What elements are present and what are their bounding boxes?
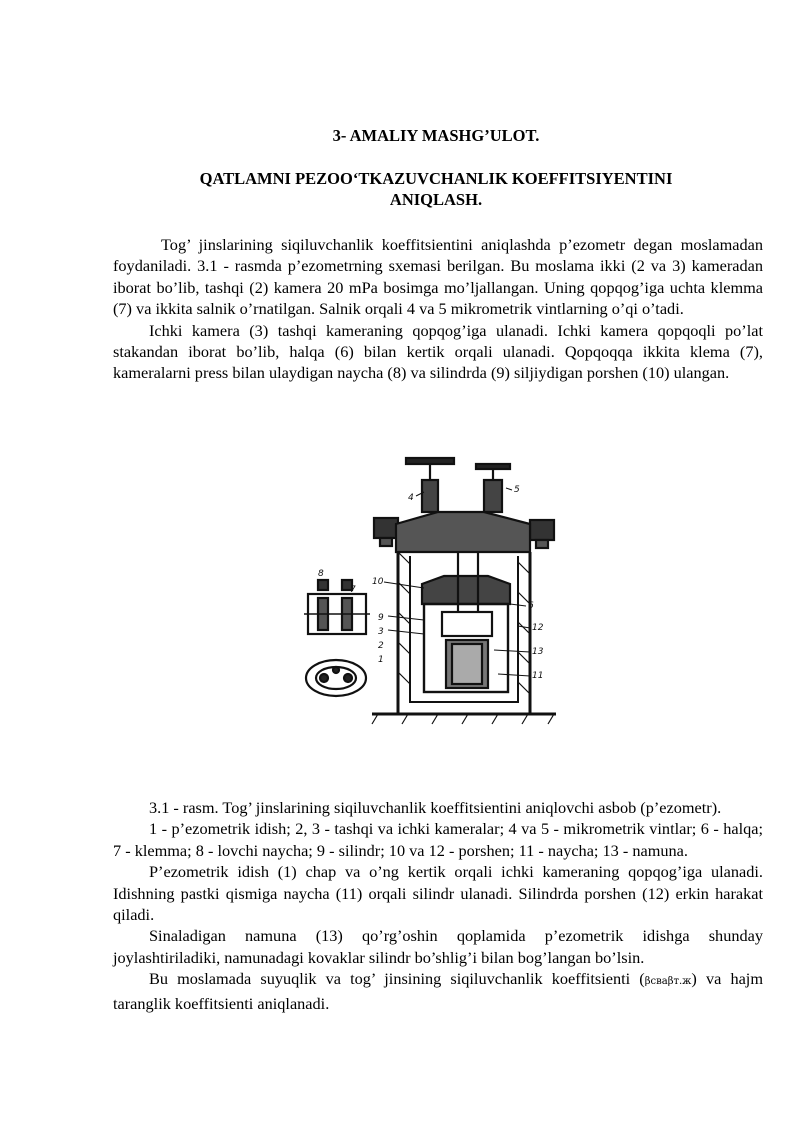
body-paragraph-1: P’ezometrik idish (1) chap va o’ng kertik orqali ichki kameraning qopqog’iga ulanadi. Idishning pastki qismiga naycha (11) orqali silindr ulanadi. Silindrda porshen (12) erkin harakat qiladi.: [113, 862, 763, 925]
label-7: 7: [350, 585, 356, 595]
figure-legend: 1 - p’ezometrik idish; 2, 3 - tashqi va ichki kameralar; 4 va 5 - mikrometrik vintlar; 6 - halqa; 7 - klemma; 8 - lovchi naycha; 9 - silindr; 10 va 12 - porshen; 11 - naycha; 13 - namuna.: [113, 819, 763, 860]
page-subtitle: [110, 168, 762, 210]
piezometer-figure: [298, 452, 570, 730]
last-paragraph-end: ) va hajm taranglik koeffitsienti aniqlanadi.: [113, 969, 763, 1013]
figure-caption: 3.1 - rasm. Tog’ jinslarining siqiluvchanlik koeffitsientini aniqlovchi asbob (p’ezometr).: [149, 798, 722, 817]
subtitle-line-1: QATLAMNI PEZOO‘TKAZUVCHANLIK KOEFFITSIYENTINI: [199, 169, 673, 188]
label-8: 8: [318, 569, 324, 579]
intro-paragraph-2: Ichki kamera (3) tashqi kameraning qopqog’iga ulanadi. Ichki kamera qopqoqli po’lat stakandan iborat bo’lib, halqa (6) bilan kertik orqali ulanadi. Qopqoqqa ikkita klema (7), kameralarni press bilan ulaydigan naycha (8) va silindrda (9) siljiydigan porshen (10) ulangan.: [113, 320, 763, 383]
label-10: 10: [372, 577, 384, 587]
label-1: 1: [378, 655, 384, 665]
label-12: 12: [532, 623, 544, 633]
last-paragraph-start: Bu moslamada suyuqlik va tog’ jinsining siqiluvchanlik koeffitsienti (: [149, 969, 645, 989]
body-paragraph-2: Sinaladigan namuna (13) qo’rg’oshin qoplamida p’ezometrik idishga shunday joylashtiriladiki, namunadagi kovaklar silindr bo’shlig’i bilan bog’langan bo’lsin.: [113, 926, 763, 967]
label-6: 6: [528, 601, 534, 611]
intro-paragraph-1: Tog’ jinslarining siqiluvchanlik koeffitsientini aniqlashda p’ezometr degan moslamadan foydaniladi. 3.1 - rasmda p’ezometrning sxemasi berilgan. Bu moslama ikki (2 va 3) kameradan iborat bo’lib, tashqi (2) kamera 20 mPa bosimga mo’ljallangan. Uning qopqog’iga uchta klemma (7) va ikkita salnik o’rnatilgan. Salnik orqali 4 va 5 mikrometrik vintlarning o’qi o’tadi.: [113, 235, 763, 319]
label-11: 11: [532, 671, 544, 681]
page-title: 3- AMALIY MASHG’ULOT.: [332, 126, 540, 145]
label-4: 4: [408, 493, 414, 503]
caption-section: [113, 797, 763, 1014]
beta-symbol: βсваβт.ж: [644, 976, 692, 988]
label-5: 5: [514, 485, 520, 495]
piezometer-diagram: [298, 452, 570, 730]
label-2: 2: [378, 641, 384, 651]
subtitle-line-2: ANIQLASH.: [389, 190, 483, 209]
label-13: 13: [532, 647, 544, 657]
label-9: 9: [378, 613, 384, 623]
body-paragraph-3: [113, 968, 763, 1014]
intro-section: [113, 234, 763, 384]
label-3: 3: [378, 627, 384, 637]
